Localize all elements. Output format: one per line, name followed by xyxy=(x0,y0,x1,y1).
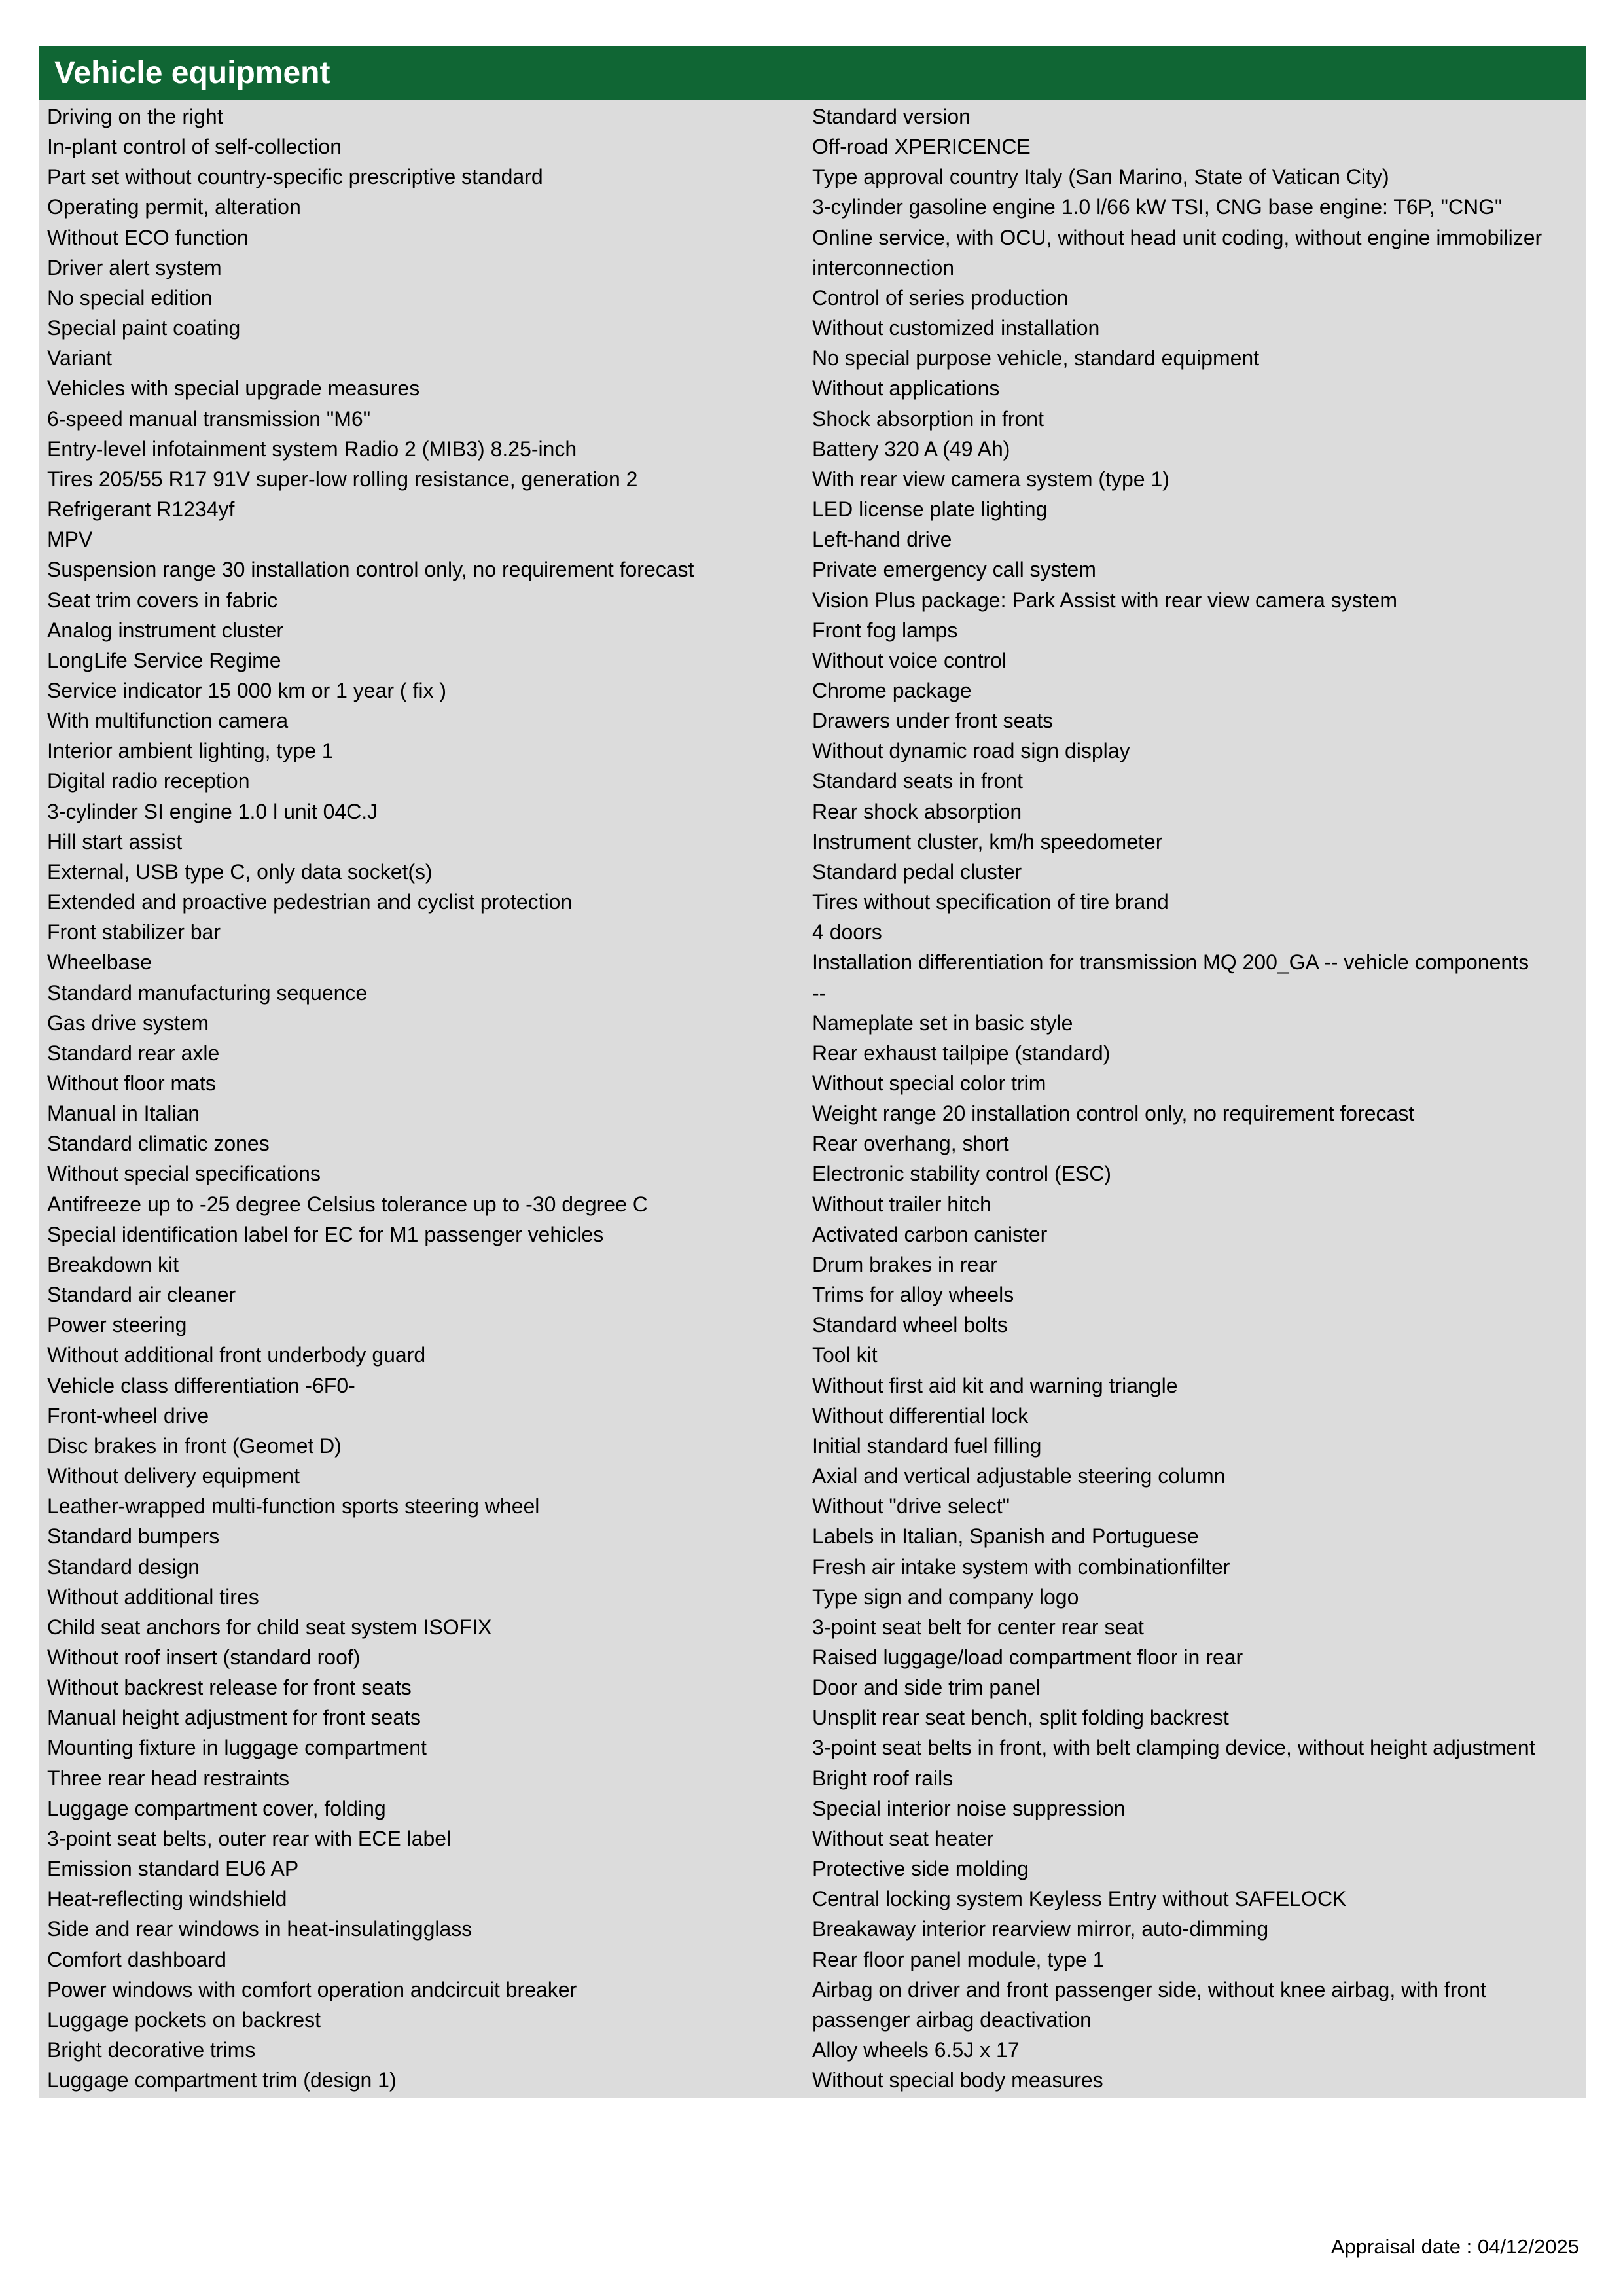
equipment-item: LED license plate lighting xyxy=(812,497,1048,522)
equipment-item: Digital radio reception xyxy=(47,769,250,793)
equipment-item: Standard seats in front xyxy=(812,769,1023,793)
equipment-item: Drum brakes in rear xyxy=(812,1252,997,1276)
equipment-item: Special interior noise suppression xyxy=(812,1796,1126,1820)
equipment-item: Special identification label for EC for M1 passenger vehicles xyxy=(47,1222,604,1246)
equipment-item: Luggage compartment cover, folding xyxy=(47,1796,386,1820)
equipment-item: 4 doors xyxy=(812,920,882,944)
equipment-item: Nameplate set in basic style xyxy=(812,1011,1073,1035)
equipment-item: Type sign and company logo xyxy=(812,1585,1079,1609)
equipment-item: Tool kit xyxy=(812,1343,878,1367)
equipment-item: Front fog lamps xyxy=(812,618,958,642)
equipment-item: Special paint coating xyxy=(47,316,241,340)
equipment-column-right xyxy=(812,101,1586,2095)
equipment-item: Left-hand drive xyxy=(812,528,952,552)
equipment-item: Protective side molding xyxy=(812,1857,1029,1881)
equipment-item: 3-point seat belts, outer rear with ECE label xyxy=(47,1826,452,1850)
equipment-item: Emission standard EU6 AP xyxy=(47,1857,299,1881)
equipment-item: Standard bumpers xyxy=(47,1524,220,1549)
equipment-item: Power windows with comfort operation andcircuit breaker xyxy=(47,1977,577,2001)
equipment-item: Instrument cluster, km/h speedometer xyxy=(812,829,1163,853)
equipment-item: Breakaway interior rearview mirror, auto-dimming xyxy=(812,1917,1269,1941)
equipment-item: Standard air cleaner xyxy=(47,1283,236,1307)
equipment-item: Analog instrument cluster xyxy=(47,618,284,642)
equipment-item: Seat trim covers in fabric xyxy=(47,588,278,612)
equipment-item: Without "drive select" xyxy=(812,1494,1010,1518)
equipment-item: Control of series production xyxy=(812,285,1069,310)
equipment-item: Online service, with OCU, without head unit coding, without engine immobilizer interconnection xyxy=(812,225,1543,279)
equipment-item: Luggage pockets on backrest xyxy=(47,2007,321,2032)
equipment-item: Door and side trim panel xyxy=(812,1676,1041,1700)
equipment-item: With multifunction camera xyxy=(47,709,289,733)
equipment-item: Without applications xyxy=(812,376,1000,401)
equipment-item: Manual in Italian xyxy=(47,1102,200,1126)
equipment-item: Without customized installation xyxy=(812,316,1100,340)
equipment-item: Standard wheel bolts xyxy=(812,1313,1008,1337)
equipment-item: No special purpose vehicle, standard equipment xyxy=(812,346,1260,370)
equipment-item: Antifreeze up to -25 degree Celsius tolerance up to -30 degree C xyxy=(47,1192,648,1216)
equipment-item: Installation differentiation for transmission MQ 200_GA -- vehicle components xyxy=(812,950,1529,975)
equipment-item: Vehicle class differentiation -6F0- xyxy=(47,1373,355,1397)
equipment-item: Weight range 20 installation control only, no requirement forecast xyxy=(812,1102,1415,1126)
equipment-item: Rear exhaust tailpipe (standard) xyxy=(812,1041,1111,1065)
equipment-item: 6-speed manual transmission "M6" xyxy=(47,406,371,431)
equipment-item: Extended and proactive pedestrian and cyclist protection xyxy=(47,890,573,914)
equipment-item: Breakdown kit xyxy=(47,1252,179,1276)
equipment-item: 3-point seat belt for center rear seat xyxy=(812,1615,1144,1639)
equipment-item: Axial and vertical adjustable steering column xyxy=(812,1464,1226,1488)
equipment-item: Standard manufacturing sequence xyxy=(47,980,368,1005)
equipment-item: Rear shock absorption xyxy=(812,799,1022,823)
equipment-item: Vehicles with special upgrade measures xyxy=(47,376,420,401)
equipment-item: Standard rear axle xyxy=(47,1041,220,1065)
equipment-item: Without dynamic road sign display xyxy=(812,739,1130,763)
equipment-item: Alloy wheels 6.5J x 17 xyxy=(812,2038,1020,2062)
equipment-item: Unsplit rear seat bench, split folding backrest xyxy=(812,1706,1229,1730)
equipment-item: Without additional front underbody guard xyxy=(47,1343,426,1367)
equipment-item: Shock absorption in front xyxy=(812,406,1044,431)
equipment-item: Child seat anchors for child seat system ISOFIX xyxy=(47,1615,492,1639)
equipment-item: Entry-level infotainment system Radio 2 (MIB3) 8.25-inch xyxy=(47,437,577,461)
equipment-item: Without special specifications xyxy=(47,1162,321,1186)
equipment-item: Comfort dashboard xyxy=(47,1947,226,1971)
equipment-item: Driver alert system xyxy=(47,255,222,279)
equipment-item: Off-road XPERICENCE xyxy=(812,135,1031,159)
equipment-item: Front stabilizer bar xyxy=(47,920,221,944)
equipment-item: Without special color trim xyxy=(812,1071,1046,1095)
equipment-item: -- xyxy=(812,980,827,1005)
equipment-item: Without delivery equipment xyxy=(47,1464,300,1488)
equipment-item: Standard version xyxy=(812,105,971,128)
equipment-item: With rear view camera system (type 1) xyxy=(812,467,1169,491)
equipment-item: Side and rear windows in heat-insulatingglass xyxy=(47,1917,473,1941)
equipment-item: Standard climatic zones xyxy=(47,1132,270,1156)
equipment-item: Vision Plus package: Park Assist with rear view camera system xyxy=(812,588,1397,612)
equipment-item: Raised luggage/load compartment floor in rear xyxy=(812,1645,1243,1669)
equipment-item: Three rear head restraints xyxy=(47,1766,289,1790)
equipment-item: Without backrest release for front seats xyxy=(47,1676,412,1700)
equipment-item: Drawers under front seats xyxy=(812,709,1054,733)
equipment-item: 3-point seat belts in front, with belt clamping device, without height adjustment xyxy=(812,1736,1535,1760)
equipment-item: LongLife Service Regime xyxy=(47,648,281,672)
equipment-item: MPV xyxy=(47,528,93,552)
equipment-item: No special edition xyxy=(47,285,213,310)
equipment-item: Power steering xyxy=(47,1313,187,1337)
equipment-item: Without differential lock xyxy=(812,1403,1029,1427)
equipment-grid xyxy=(39,100,1586,2098)
equipment-item: Central locking system Keyless Entry without SAFELOCK xyxy=(812,1887,1347,1911)
equipment-item: Private emergency call system xyxy=(812,558,1096,582)
equipment-item: 3-cylinder SI engine 1.0 l unit 04C.J xyxy=(47,799,378,823)
equipment-item: Leather-wrapped multi-function sports steering wheel xyxy=(47,1494,540,1518)
equipment-item: Without floor mats xyxy=(47,1071,216,1095)
equipment-item: Suspension range 30 installation control only, no requirement forecast xyxy=(47,558,694,582)
equipment-item: Labels in Italian, Spanish and Portuguese xyxy=(812,1524,1199,1549)
equipment-item: Standard design xyxy=(47,1554,200,1579)
equipment-item: Refrigerant R1234yf xyxy=(47,497,235,522)
equipment-item: Without trailer hitch xyxy=(812,1192,991,1216)
equipment-item: Rear floor panel module, type 1 xyxy=(812,1947,1105,1971)
equipment-item: Service indicator 15 000 km or 1 year ( fix ) xyxy=(47,678,447,702)
equipment-item: Part set without country-specific prescriptive standard xyxy=(47,165,543,189)
equipment-item: Without additional tires xyxy=(47,1585,259,1609)
equipment-item: Airbag on driver and front passenger side, without knee airbag, with front passenger airbag deactivation xyxy=(812,1977,1486,2032)
vehicle-equipment-section xyxy=(39,46,1586,2098)
equipment-item: Gas drive system xyxy=(47,1011,209,1035)
equipment-item: Fresh air intake system with combinationfilter xyxy=(812,1554,1230,1579)
equipment-item: Interior ambient lighting, type 1 xyxy=(47,739,334,763)
equipment-item: Rear overhang, short xyxy=(812,1132,1009,1156)
equipment-item: External, USB type C, only data socket(s) xyxy=(47,859,433,884)
equipment-item: Without seat heater xyxy=(812,1826,994,1850)
equipment-item: Trims for alloy wheels xyxy=(812,1283,1014,1307)
equipment-item: Without first aid kit and warning triangle xyxy=(812,1373,1178,1397)
equipment-item: Mounting fixture in luggage compartment xyxy=(47,1736,427,1760)
equipment-column-left xyxy=(39,101,812,2095)
equipment-item: Without roof insert (standard roof) xyxy=(47,1645,361,1669)
equipment-item: Front-wheel drive xyxy=(47,1403,209,1427)
equipment-item: Variant xyxy=(47,346,113,370)
equipment-item: Electronic stability control (ESC) xyxy=(812,1162,1112,1186)
equipment-item: Battery 320 A (49 Ah) xyxy=(812,437,1010,461)
equipment-item: Disc brakes in front (Geomet D) xyxy=(47,1433,342,1458)
equipment-item: Chrome package xyxy=(812,678,972,702)
equipment-item: Type approval country Italy (San Marino, State of Vatican City) xyxy=(812,165,1389,189)
equipment-item: Initial standard fuel filling xyxy=(812,1433,1042,1458)
equipment-item: Tires 205/55 R17 91V super-low rolling resistance, generation 2 xyxy=(47,467,638,491)
equipment-item: Standard pedal cluster xyxy=(812,859,1022,884)
equipment-item: Tires without specification of tire brand xyxy=(812,890,1169,914)
equipment-item: Luggage compartment trim (design 1) xyxy=(47,2068,397,2092)
equipment-item: Operating permit, alteration xyxy=(47,195,301,219)
equipment-item: Without voice control xyxy=(812,648,1007,672)
equipment-item: Heat-reflecting windshield xyxy=(47,1887,287,1911)
equipment-item: Without ECO function xyxy=(47,225,249,249)
equipment-item: Driving on the right xyxy=(47,105,223,128)
equipment-item: 3-cylinder gasoline engine 1.0 l/66 kW TSI, CNG base engine: T6P, "CNG" xyxy=(812,195,1503,219)
equipment-item: Bright roof rails xyxy=(812,1766,954,1790)
equipment-item: Wheelbase xyxy=(47,950,152,975)
equipment-item: Manual height adjustment for front seats xyxy=(47,1706,421,1730)
equipment-item: Hill start assist xyxy=(47,829,183,853)
appraisal-date: Appraisal date : 04/12/2025 xyxy=(1330,2235,1579,2258)
section-title: Vehicle equipment xyxy=(39,46,1586,100)
equipment-item: Without special body measures xyxy=(812,2068,1103,2092)
equipment-item: Activated carbon canister xyxy=(812,1222,1048,1246)
equipment-item: Bright decorative trims xyxy=(47,2038,256,2062)
equipment-item: In-plant control of self-collection xyxy=(47,135,342,159)
